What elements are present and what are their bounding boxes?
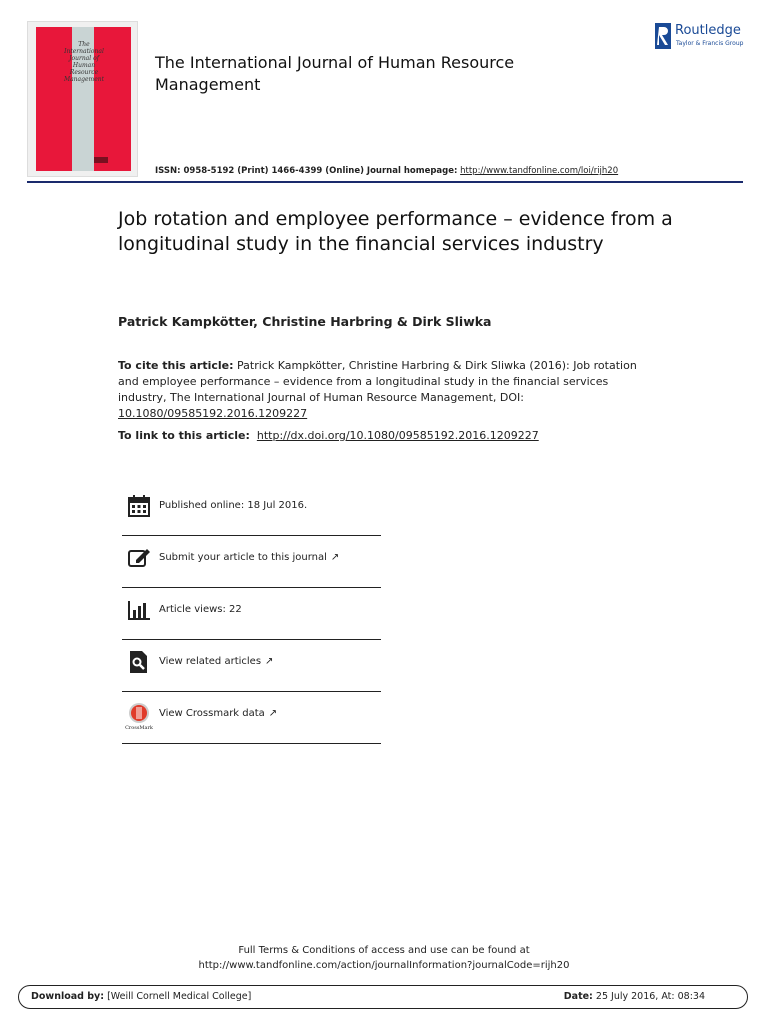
date-label: Date: (563, 991, 593, 1002)
link-label: To link to this article: (118, 429, 250, 442)
download-info-bar (18, 985, 748, 1009)
header-divider (27, 181, 743, 183)
journal-title: The International Journal of Human Resource Management (155, 53, 515, 94)
cover-title (54, 41, 114, 83)
journal-homepage-link[interactable]: http://www.tandfonline.com/loi/rijh20 (460, 166, 619, 176)
citation-block (118, 358, 638, 422)
info-label[interactable] (159, 552, 339, 563)
cite-label: To cite this article: (118, 359, 234, 372)
cover-title-line: International (64, 48, 104, 55)
edit-icon (127, 546, 151, 570)
terms-notice (0, 943, 768, 973)
info-crossmark[interactable] (122, 692, 381, 744)
article-title: Job rotation and employee performance – evidence from a longitudinal study in the financial services industry (118, 208, 673, 255)
publisher-name: Routledge (675, 23, 741, 38)
submit-article-link[interactable]: Submit your article to this journal (159, 552, 327, 563)
download-label: Download by: (31, 991, 105, 1002)
date-value: 25 July 2016, At: 08:34 (595, 991, 705, 1002)
issn-line (155, 166, 715, 176)
external-link-icon: ↗ (268, 708, 278, 719)
issn-label: ISSN: 0958-5192 (Print) 1466-4399 (Online) Journal homepage: (155, 166, 458, 176)
cover-title-line: Resource (69, 69, 99, 76)
info-article-views (122, 588, 381, 640)
terms-link[interactable]: http://www.tandfonline.com/action/journalInformation?journalCode=rijh20 (198, 960, 570, 971)
journal-cover-image (27, 21, 138, 177)
external-link-icon: ↗ (265, 656, 274, 667)
external-link-icon: ↗ (330, 552, 340, 563)
crossmark-link[interactable]: View Crossmark data (159, 708, 265, 719)
related-articles-link[interactable]: View related articles (159, 656, 262, 667)
cover-publisher-mark (94, 157, 108, 163)
crossmark-text: CrossMark (125, 725, 153, 731)
calendar-icon (127, 494, 151, 518)
info-label: Article views: 22 (159, 604, 242, 615)
download-by (31, 991, 251, 1002)
cite-text: Patrick Kampkötter, Christine Harbring & Dirk Sliwka (2016): Job rotation and employee performance – evidence from a longitudinal study in the financial services industry, The International Journal of Human Resource Management, DOI: (118, 359, 637, 404)
info-related-articles[interactable] (122, 640, 381, 692)
publisher-group: Taylor & Francis Group (676, 40, 744, 47)
cover-title-line: The (78, 41, 90, 48)
info-label: Published online: 18 Jul 2016. (159, 500, 308, 511)
cover-red-panel (36, 27, 131, 171)
info-label[interactable] (159, 708, 277, 719)
article-link-line (118, 429, 539, 442)
terms-line: Full Terms & Conditions of access and use can be found at (238, 945, 530, 956)
cover-title-line: Management (63, 76, 105, 83)
download-value: [Weill Cornell Medical College] (107, 991, 252, 1002)
cite-doi-link[interactable]: 10.1080/09585192.2016.1209227 (118, 407, 308, 420)
info-published (122, 484, 381, 536)
crossmark-icon (125, 702, 153, 731)
bar-chart-icon (127, 598, 151, 622)
search-document-icon (127, 650, 151, 674)
download-date (564, 991, 705, 1002)
article-authors: Patrick Kampkötter, Christine Harbring & Dirk Sliwka (118, 314, 492, 329)
info-label[interactable] (159, 656, 273, 667)
cover-title-line: Journal of (69, 55, 99, 62)
info-submit-article[interactable] (122, 536, 381, 588)
article-doi-link[interactable]: http://dx.doi.org/10.1080/09585192.2016.1209227 (256, 429, 539, 442)
cover-title-line: Human (72, 62, 96, 69)
routledge-logo-icon (655, 23, 671, 49)
article-info-list (122, 484, 381, 744)
